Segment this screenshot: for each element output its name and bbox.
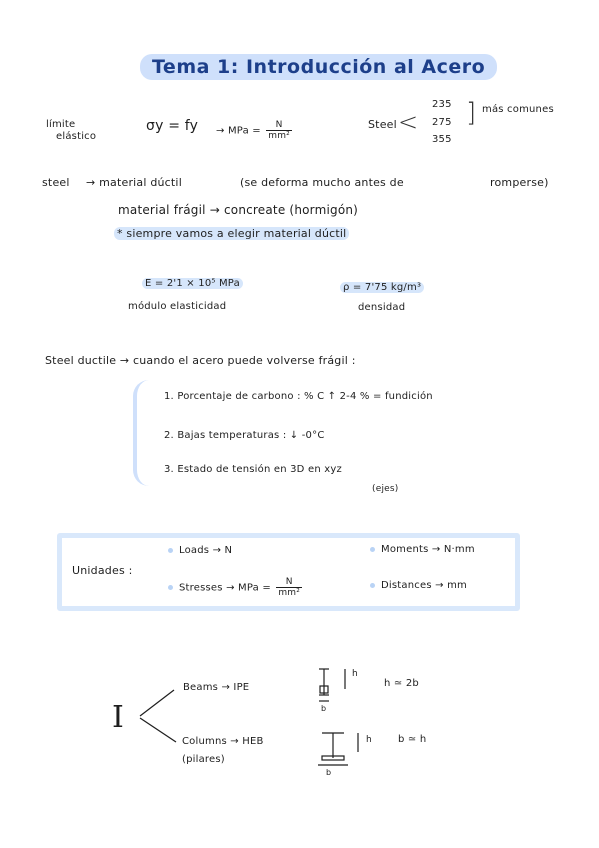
page-title: Tema 1: Introducción al Acero [140, 54, 497, 80]
columns-relation: b ≃ h [398, 734, 427, 745]
heb-h-label: h [366, 735, 372, 745]
fragile-item-1: 1. Porcentaje de carbono : % C ↑ 2-4 % = fundición [164, 391, 433, 402]
ipe-section-icon [319, 669, 345, 701]
ipe-b-label: b [321, 704, 327, 713]
units-label: Unidades : [72, 564, 133, 577]
columns-note: (pilares) [182, 754, 225, 765]
columns-label: Columns → HEB [182, 736, 264, 747]
ductile-line1-c: (se deforma mucho antes de [240, 176, 404, 189]
brace-open-icon: < [398, 108, 419, 136]
steel-grades-note: más comunes [482, 104, 554, 115]
yield-formula: σy = fy [146, 118, 199, 134]
branch-arrow-beams [140, 690, 174, 716]
ductile-line2: material frágil → concreate (hormigón) [118, 203, 359, 217]
fragile-item-3: 3. Estado de tensión en 3D en xyz [164, 464, 342, 475]
beams-label: Beams → IPE [183, 682, 250, 693]
steel-grade-3: 355 [432, 134, 452, 145]
yield-unit-numerator: N [266, 120, 292, 131]
bracket-close-icon: ] [466, 98, 477, 128]
yield-unit-denominator: mm² [268, 131, 290, 141]
steel-grade-2: 275 [432, 117, 452, 128]
fragile-item-3-note: (ejes) [372, 484, 399, 494]
heb-b-label: b [326, 768, 332, 777]
density-label: densidad [358, 302, 406, 313]
beams-relation: h ≃ 2b [384, 678, 419, 689]
ductile-line1-a: steel [42, 176, 70, 189]
yield-label-line2: elástico [56, 131, 97, 142]
heb-section-icon [318, 733, 358, 765]
yield-label-line1: límite [46, 119, 76, 130]
units-stresses-denominator: mm² [278, 588, 301, 598]
units-stresses-prefix: Stresses → MPa = [179, 582, 271, 594]
ductile-line1-b: → material dúctil [86, 176, 182, 189]
density-value: ρ = 7'75 kg/m³ [340, 282, 424, 293]
units-moments-text: Moments → N·mm [381, 544, 475, 555]
fragile-item-2: 2. Bajas temperaturas : ↓ -0°C [164, 430, 325, 441]
fragile-heading: Steel ductile → cuando el acero puede volverse frágil : [45, 354, 356, 367]
yield-unit-prefix: → MPa = [216, 125, 261, 137]
ipe-h-label: h [352, 669, 358, 679]
elastic-modulus-value: E = 2'1 × 10⁵ MPa [142, 278, 243, 289]
units-loads-text: Loads → N [179, 545, 233, 556]
ductile-line1-d: romperse) [490, 176, 549, 189]
ductile-line3: * siempre vamos a elegir material dúctil [114, 227, 349, 240]
units-stresses-numerator: N [276, 577, 302, 588]
branch-arrow-columns [140, 718, 176, 742]
i-profile-symbol: I [112, 700, 124, 735]
steel-grade-1: 235 [432, 99, 452, 110]
elastic-modulus-label: módulo elasticidad [128, 301, 227, 312]
units-distances-text: Distances → mm [381, 580, 467, 591]
steel-grades-label: Steel [368, 118, 397, 131]
